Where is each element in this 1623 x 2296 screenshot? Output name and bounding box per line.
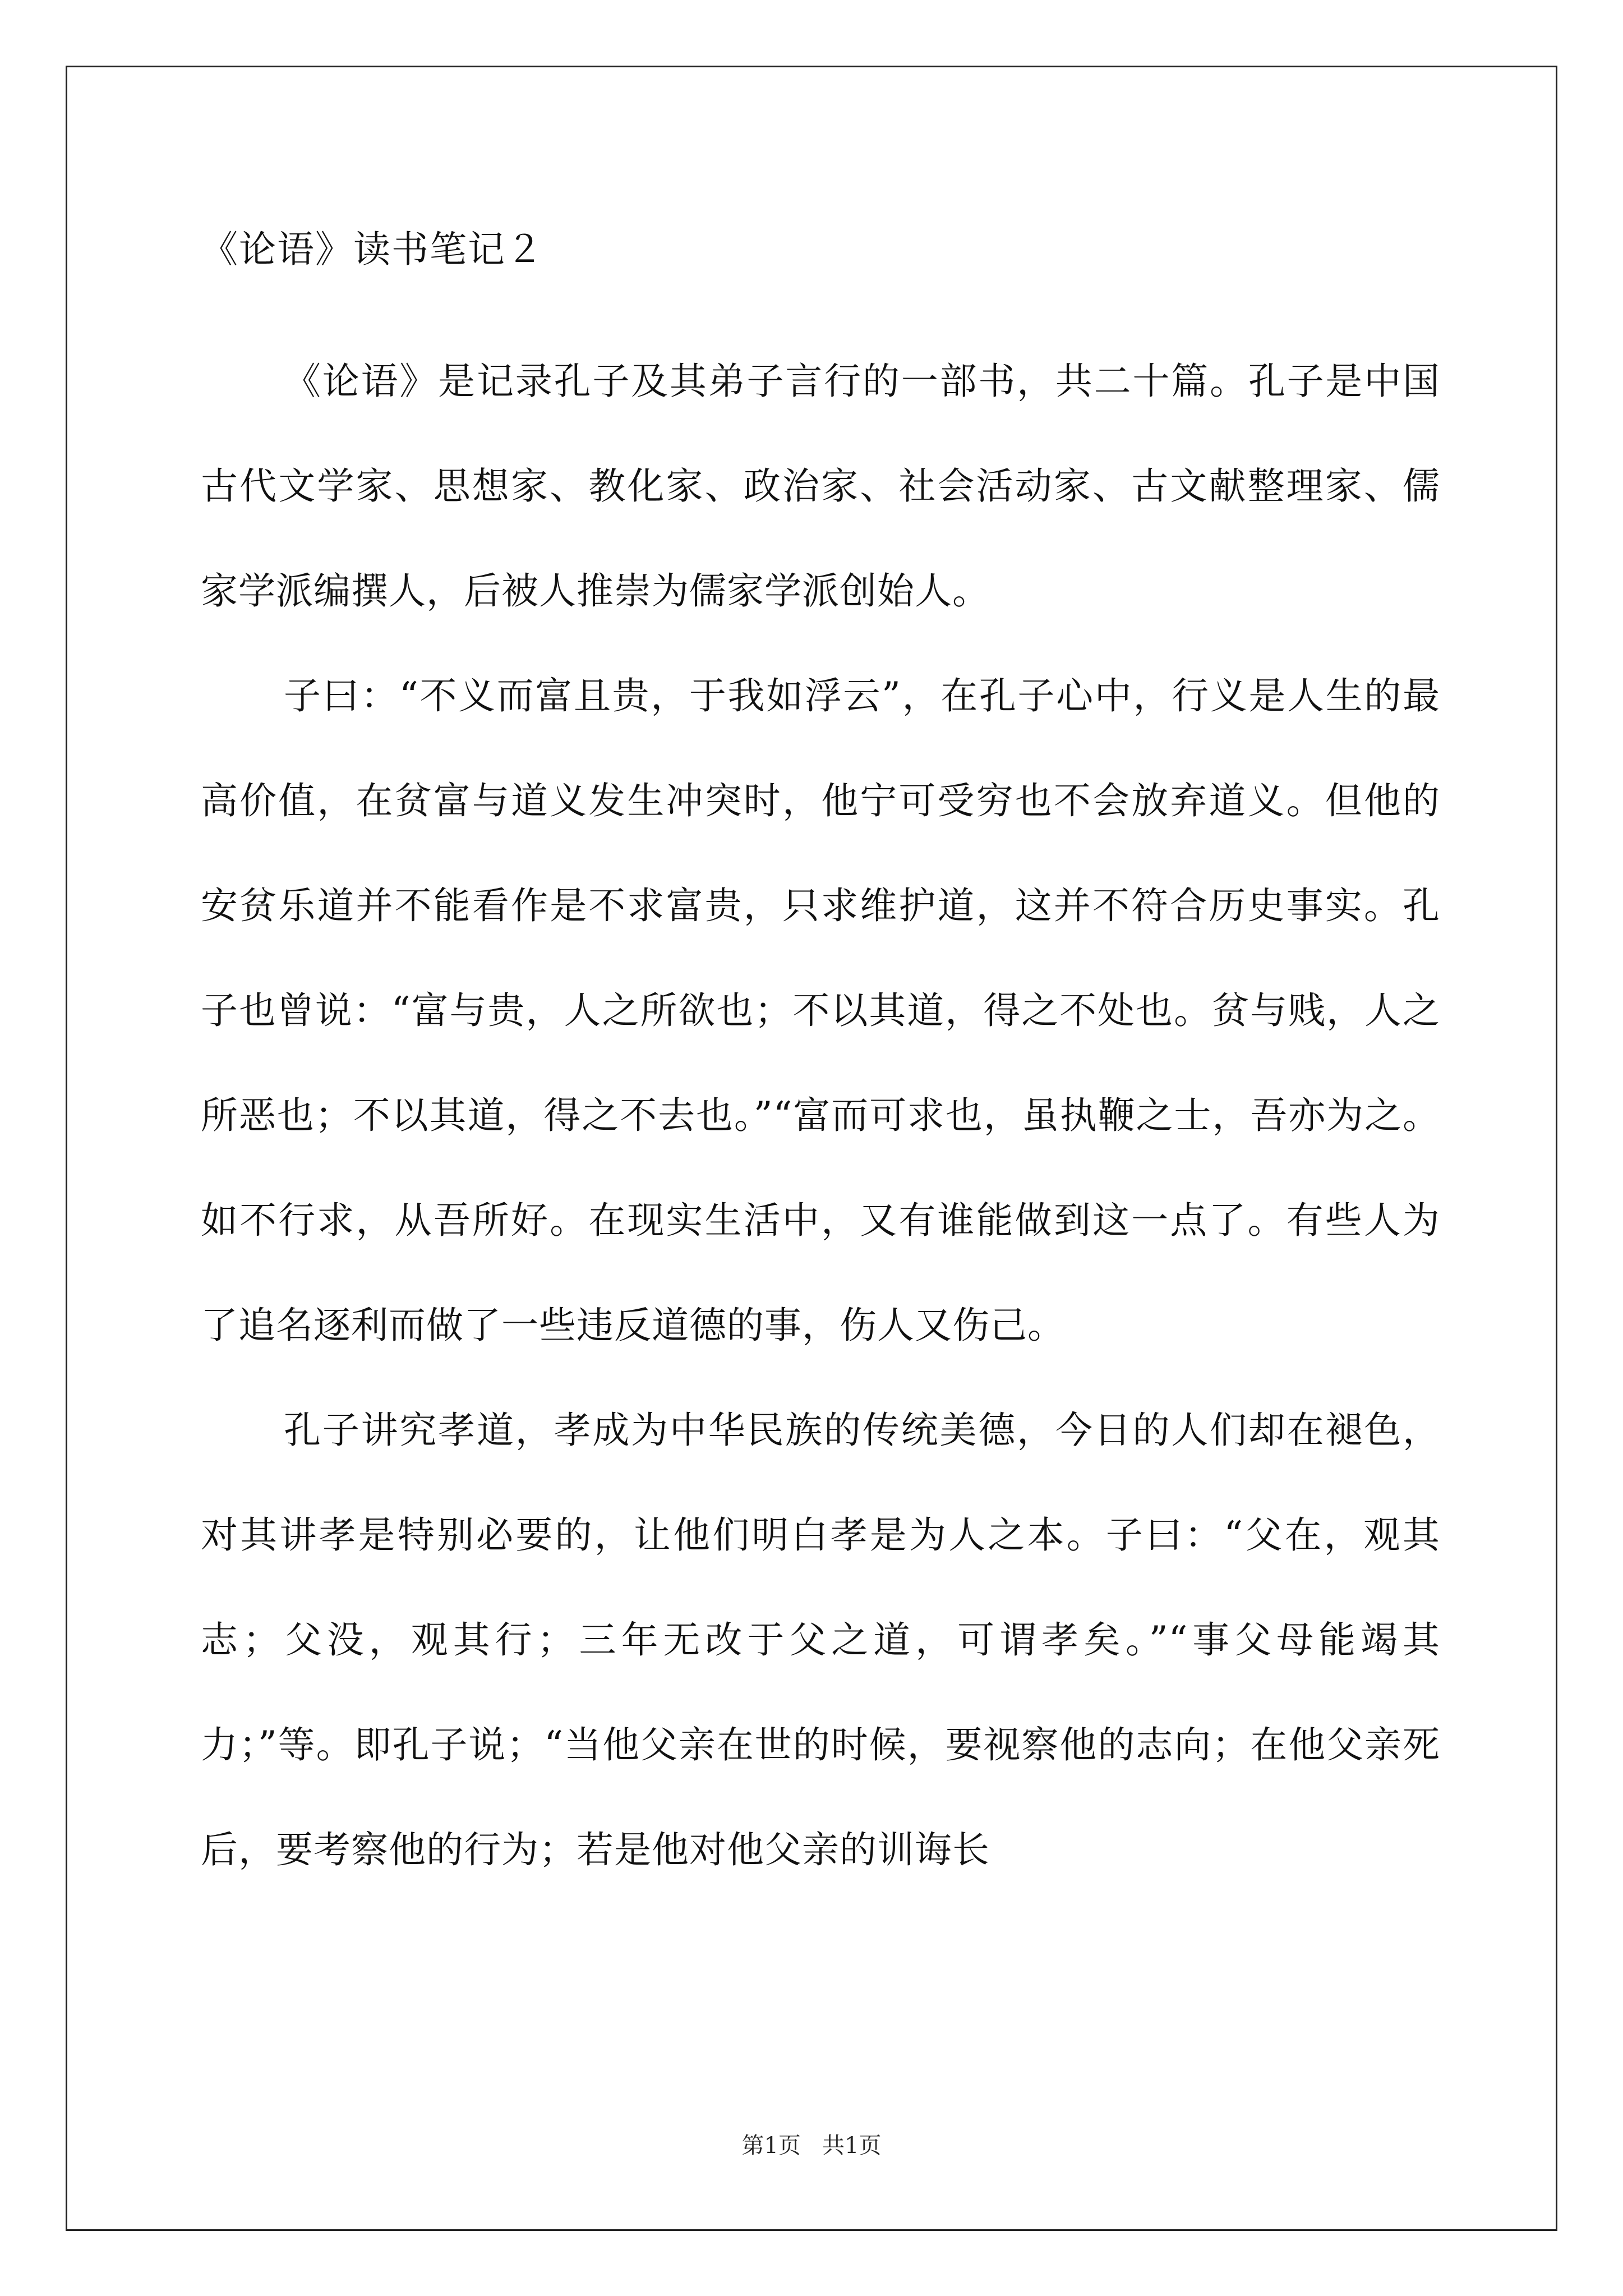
paragraph-righteousness: 子曰：“不义而富且贵，于我如浮云”，在孔子心中，行义是人生的最高价值，在贫富与道义发生冲突时，他宁可受穷也不会放弃道义。但他的安贫乐道并不能看作是不求富贵，只求维护道，这并不符合历史事实。孔子也曾说：“富与贵，人之所欲也；不以其道，得之不处也。贫与贱，人之所恶也；不以其道，得之不去也。”“富而可求也，虽执鞭之士，吾亦为之。如不行求，从吾所好。在现实生活中，又有谁能做到这一点了。有些人为了追名逐利而做了一些违反道德的事，伤人又伤己。 <box>201 674 1440 1347</box>
paragraph-intro: 《论语》是记录孔子及其弟子言行的一部书，共二十篇。孔子是中国古代文学家、思想家、教化家、政治家、社会活动家、古文献整理家、儒家学派编撰人，后被人推崇为儒家学派创始人。 <box>201 360 1440 613</box>
document-body <box>201 224 1440 1902</box>
document-title: 《论语》读书笔记２ <box>201 228 544 271</box>
paragraph-filial-piety: 孔子讲究孝道，孝成为中华民族的传统美德，今日的人们却在褪色，对其讲孝是特别必要的，让他们明白孝是为人之本。子曰：“父在，观其志；父没，观其行；三年无改于父之道，可谓孝矣。”“事父母能竭其力；”等。即孔子说；“当他父亲在世的时候，要视察他的志向；在他父亲死后，要考察他的行为；若是他对他父亲的训诲长 <box>201 1409 1440 1871</box>
page-number-footer: 第1页 共1页 <box>741 2133 882 2159</box>
